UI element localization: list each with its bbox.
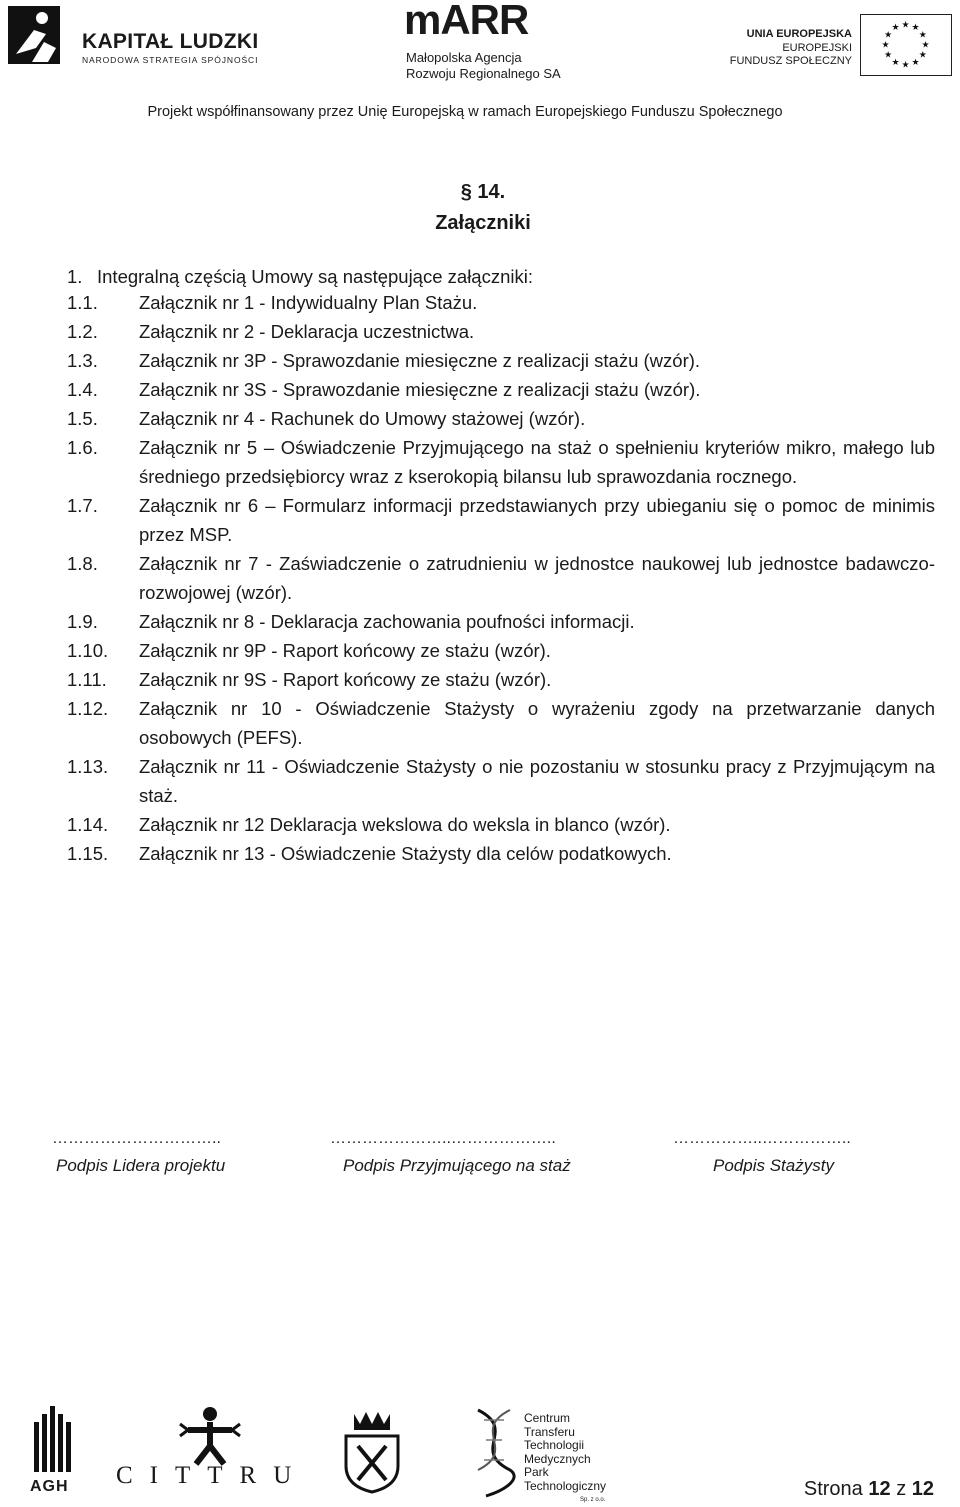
list-item	[67, 607, 935, 636]
list-item-number: 1.7.	[67, 495, 98, 516]
marr-wordmark: mARR	[404, 0, 529, 43]
list-item-text: Załącznik nr 10 - Oświadczenie Stażysty o wyrażeniu zgody na przetwarzanie danych osobowych (PEFS).	[139, 698, 935, 748]
eu-star-icon: ★	[891, 56, 900, 67]
list-item-text: Załącznik nr 3S - Sprawozdanie miesięczne z realizacji stażu (wzór).	[139, 379, 701, 400]
list-item	[67, 694, 935, 752]
list-item-text: Załącznik nr 1 - Indywidualny Plan Stażu.	[139, 292, 478, 313]
list-item	[67, 288, 935, 317]
list-item-text: Załącznik nr 7 - Zaświadczenie o zatrudnieniu w jednostce naukowej lub jednostce badawczo-rozwojowej (wzór).	[139, 553, 935, 603]
list-item	[67, 404, 935, 433]
list-item-number: 1.3.	[67, 350, 98, 371]
marr-name-line2: Rozwoju Regionalnego SA	[406, 66, 561, 81]
list-item	[67, 491, 935, 549]
list-item	[67, 433, 935, 491]
agh-wordmark: AGH	[30, 1478, 69, 1495]
page-current: 12	[868, 1478, 891, 1500]
cittru-wordmark: CITTRU	[116, 1462, 309, 1489]
attachments-list	[67, 288, 935, 868]
list-item-text: Załącznik nr 3P - Sprawozdanie miesięczne z realizacji stażu (wzór).	[139, 350, 701, 371]
park-line: Medycznych	[524, 1451, 591, 1466]
cofinance-statement: Projekt współfinansowany przez Unię Europejską w ramach Europejskiego Funduszu Społecznego	[147, 104, 783, 120]
agh-emblem-icon	[28, 1404, 72, 1476]
eu-label-line2: EUROPEJSKI	[782, 41, 852, 54]
signature-line-host: …………………..………………..	[330, 1130, 556, 1147]
eu-star-icon: ★	[918, 49, 927, 60]
list-item	[67, 346, 935, 375]
list-item	[67, 665, 935, 694]
eu-stars-icon	[861, 15, 950, 74]
intro-paragraph	[67, 266, 533, 288]
list-item-text: Załącznik nr 8 - Deklaracja zachowania poufności informacji.	[139, 611, 635, 632]
list-item-number: 1.12.	[67, 698, 109, 719]
eu-star-icon: ★	[911, 22, 920, 33]
eu-label	[718, 28, 852, 69]
signature-label-leader: Podpis Lidera projektu	[56, 1156, 226, 1175]
university-crest	[340, 1410, 404, 1494]
section-title: Załączniki	[435, 212, 531, 234]
marr-name-line1: Małopolska Agencja	[406, 50, 522, 65]
signature-label-host: Podpis Przyjmującego na staż	[343, 1156, 571, 1175]
page-prefix: Strona	[803, 1478, 863, 1500]
list-item-number: 1.6.	[67, 437, 98, 458]
park-suffix: Sp. z o.o.	[580, 1496, 606, 1503]
list-item-text: Załącznik nr 5 – Oświadczenie Przyjmującego na staż o spełnieniu kryteriów mikro, małego lub średniego przedsiębiorcy wraz z kserokopią bilansu lub sprawozdania rocznego.	[139, 437, 935, 487]
eu-star-icon: ★	[918, 29, 927, 40]
page-number	[804, 1478, 934, 1501]
list-item-text: Załącznik nr 9S - Raport końcowy ze stażu (wzór).	[139, 669, 552, 690]
section-number: § 14.	[460, 181, 506, 203]
park-line: Centrum	[524, 1411, 571, 1425]
kapital-ludzki-logo	[6, 4, 276, 68]
list-item-number: 1.9.	[67, 611, 98, 632]
eu-label-line1: UNIA EUROPEJSKA	[746, 28, 852, 40]
eu-star-icon: ★	[884, 49, 893, 60]
page-total: 12	[911, 1478, 934, 1500]
list-item	[67, 549, 935, 607]
cittru-logo	[170, 1404, 250, 1466]
signature-line-intern: ……………..……………..	[673, 1130, 851, 1147]
list-item	[67, 810, 935, 839]
eu-star-icon: ★	[884, 29, 893, 40]
intro-text: Integralną częścią Umowy są następujące załączniki:	[97, 266, 533, 287]
signature-line-leader: …………………………..	[52, 1130, 221, 1147]
eu-star-icon: ★	[901, 19, 910, 30]
list-item-number: 1.10.	[67, 640, 109, 661]
list-item-number: 1.2.	[67, 321, 98, 342]
kapital-ludzki-title: KAPITAŁ LUDZKI	[82, 30, 259, 53]
list-item-text: Załącznik nr 4 - Rachunek do Umowy stażowej (wzór).	[139, 408, 586, 429]
park-line: Transferu	[524, 1424, 575, 1439]
list-item-number: 1.1.	[67, 292, 98, 313]
list-item-number: 1.11.	[67, 669, 107, 690]
list-item	[67, 636, 935, 665]
park-logo-helix	[466, 1408, 522, 1498]
eu-flag	[860, 14, 952, 76]
marr-logo	[400, 2, 570, 82]
park-name	[524, 1412, 606, 1507]
list-item-text: Załącznik nr 9P - Raport końcowy ze stażu (wzór).	[139, 640, 551, 661]
park-line: Technologiczny	[524, 1478, 607, 1493]
kapital-ludzki-subtitle: NARODOWA STRATEGIA SPÓJNOŚCI	[82, 55, 259, 65]
eu-star-icon: ★	[881, 39, 890, 50]
eu-star-icon: ★	[891, 22, 900, 33]
list-item-number: 1.14.	[67, 814, 109, 835]
eu-star-icon: ★	[901, 59, 910, 70]
park-line: Technologii	[524, 1438, 585, 1453]
dna-helix-icon	[466, 1408, 522, 1498]
list-item-number: 1.8.	[67, 553, 98, 574]
cittru-figure-icon	[170, 1404, 250, 1466]
list-item-text: Załącznik nr 12 Deklaracja wekslowa do weksla in blanco (wzór).	[139, 814, 671, 835]
park-line: Park	[524, 1465, 549, 1480]
crown-crest-icon	[340, 1410, 404, 1494]
eu-label-line3: FUNDUSZ SPOŁECZNY	[729, 55, 852, 67]
list-item-text: Załącznik nr 13 - Oświadczenie Stażysty dla celów podatkowych.	[139, 843, 672, 864]
intro-number: 1.	[67, 266, 83, 287]
list-item-text: Załącznik nr 2 - Deklaracja uczestnictwa.	[139, 321, 475, 342]
agh-logo	[28, 1404, 72, 1476]
page-sep: z	[896, 1478, 907, 1500]
list-item-number: 1.5.	[67, 408, 98, 429]
list-item-text: Załącznik nr 6 – Formularz informacji przedstawianych przy ubieganiu się o pomoc de minimis przez MSP.	[139, 495, 935, 545]
list-item	[67, 839, 935, 868]
list-item-number: 1.15.	[67, 843, 109, 864]
list-item	[67, 375, 935, 404]
list-item	[67, 317, 935, 346]
list-item-number: 1.13.	[67, 756, 109, 777]
kapital-ludzki-emblem-icon	[6, 4, 74, 68]
eu-star-icon: ★	[911, 56, 920, 67]
list-item-number: 1.4.	[67, 379, 98, 400]
eu-star-icon: ★	[921, 39, 930, 50]
page-header	[0, 0, 960, 130]
signature-label-intern: Podpis Stażysty	[713, 1156, 834, 1175]
list-item-text: Załącznik nr 11 - Oświadczenie Stażysty o nie pozostaniu w stosunku pracy z Przyjmującym na staż.	[139, 756, 935, 806]
list-item	[67, 752, 935, 810]
